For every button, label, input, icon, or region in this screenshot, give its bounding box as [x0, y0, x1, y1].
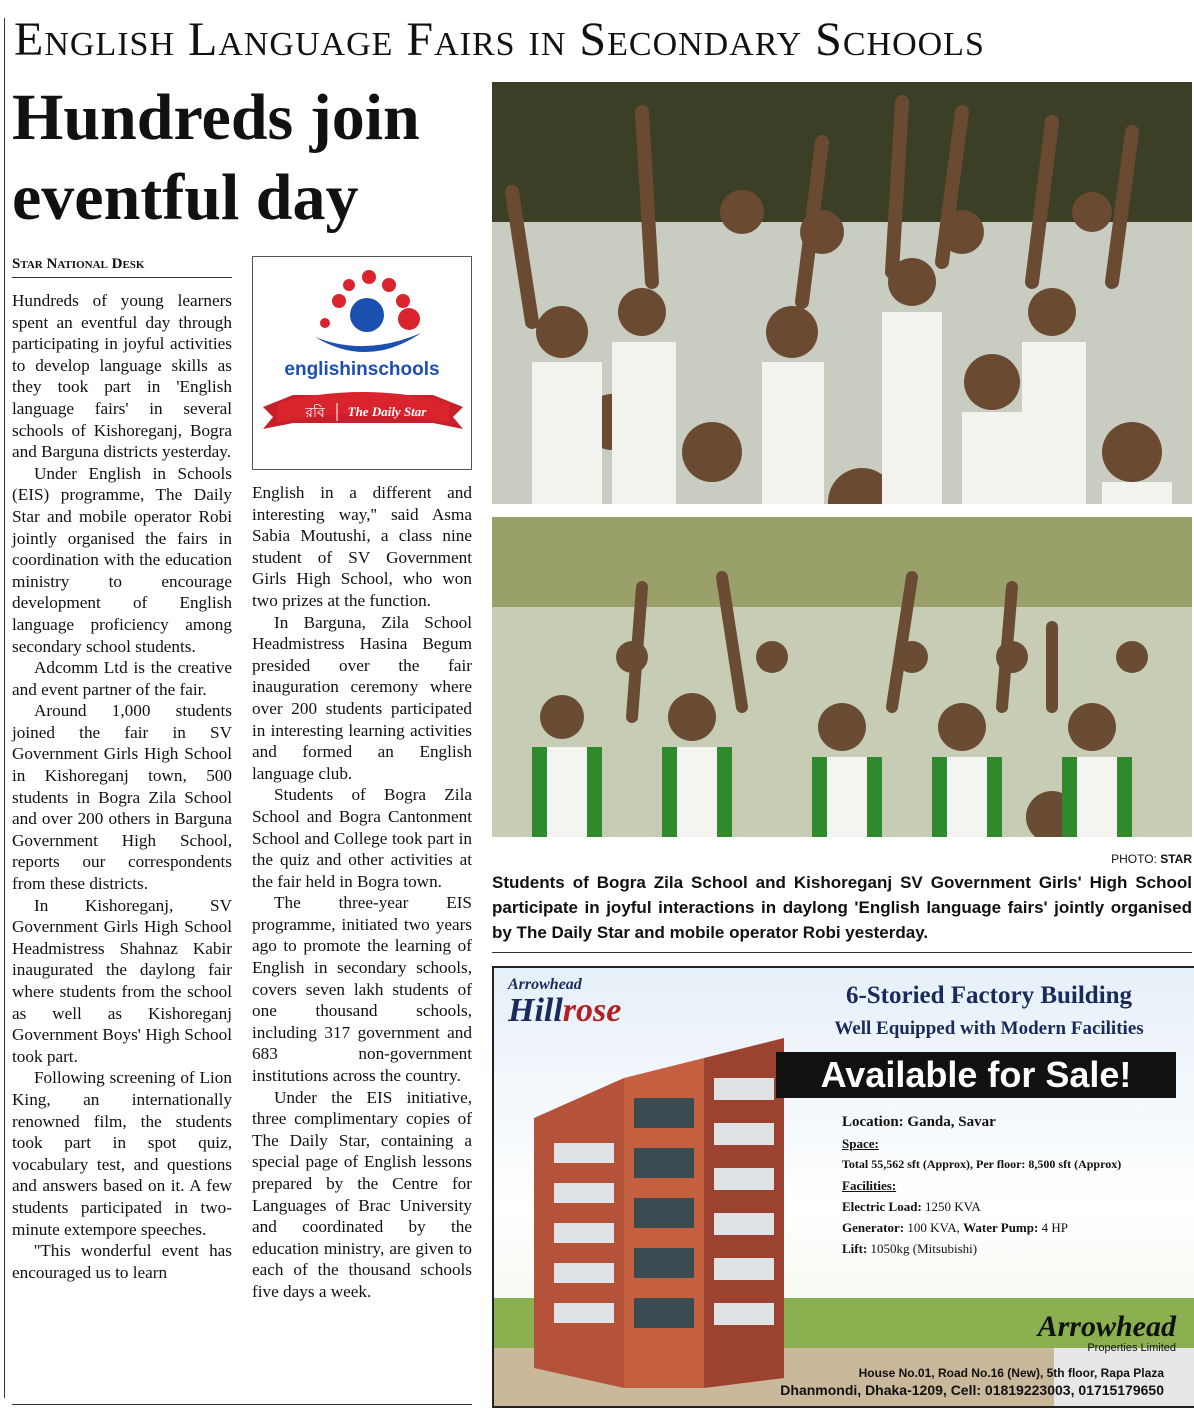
ad-subtitle: Well Equipped with Modern Facilities [834, 1018, 1144, 1039]
ad-address: House No.01, Road No.16 (New), 5th floor, Rapa Plaza [858, 1366, 1164, 1380]
paragraph: In Kishoreganj, SV Government Girls High School Headmistress Shahnaz Kabir inaugurated the daylong fair where students from the school as well as Kishoreganj Government Boys' High School took part. [12, 895, 232, 1066]
ad-brand-hill: Hill [508, 992, 563, 1029]
kicker: English Language Fairs in Secondary Schools [14, 13, 985, 66]
paragraph: The three-year EIS programme, initiated two years ago to promote the learning of English in secondary schools, covers seven lakh students of one thousand schools, including 317 government and 683 non-government institutions across the country. [252, 893, 472, 1086]
ad-brand [508, 976, 621, 1028]
ad-electric-label: Electric Load: [842, 1199, 922, 1214]
advertisement-hillrose [492, 966, 1194, 1408]
ad-lift-value: 1050kg (Mitsubishi) [870, 1241, 978, 1256]
photo-credit [992, 852, 1192, 866]
photo-credit-source: STAR [1160, 852, 1192, 866]
ad-brand-main [508, 994, 621, 1028]
logo-ribbon-dailystar: The Daily Star [347, 404, 427, 419]
paragraph: Hundreds of young learners spent an eventful day through participating in joyful activities to develop language skills as they took part in 'English language fairs' in several schools of Kishoreganj, Bogra and Barguna districts yesterday. [12, 291, 232, 462]
logo-brand-text: englishinschools [284, 359, 440, 380]
paragraph: English in a different and interesting way,'' said Asma Sabia Moutushi, a class nine student of SV Government Girls High School, who won two prizes at the function. [252, 483, 472, 610]
ad-lift [842, 1238, 1182, 1259]
paragraph: Around 1,000 students joined the fair in SV Government Girls High School in Kishoreganj town, 500 students in Bogra Zila School and over 200 others in Barguna Government High School, reports our correspondents from these districts. [12, 701, 232, 894]
ad-space-label: Space: [842, 1136, 879, 1151]
photo-caption: Students of Bogra Zila School and Kishoreganj SV Government Girls' High School participate in joyful interactions in daylong 'English language fairs' jointly organised by The Daily Star and mobile operator Robi yesterday. [492, 873, 1192, 942]
paragraph: Adcomm Ltd is the creative and event partner of the fair. [12, 658, 232, 699]
paragraph: Under the EIS initiative, three complimentary copies of The Daily Star, containing a special page of English lessons prepared by the Centre for Languages of Brac University and coordinated by the education ministry, are given to each of the thousand schools five days a week. [252, 1087, 472, 1301]
ad-address-2 [644, 1382, 1164, 1398]
ad-generator-value: 100 KVA, [907, 1220, 960, 1235]
paragraph: In Barguna, Zila School Headmistress Hasina Begum presided over the fair inauguration ceremony where over 200 students participated in interesting learning activities and formed an English language club. [252, 612, 472, 783]
logo-graphic [253, 257, 471, 469]
ad-generator-label: Generator: [842, 1220, 905, 1235]
photo-girls-students [492, 517, 1192, 837]
ad-company: Arrowhead [1037, 1310, 1176, 1343]
photo-illustration [492, 82, 1192, 504]
ad-lift-label: Lift: [842, 1241, 868, 1256]
ad-details [842, 1112, 1182, 1259]
article-column-1 [12, 290, 232, 1283]
ad-electric [842, 1196, 1182, 1217]
ad-brand-rose: rose [562, 992, 622, 1029]
headline: Hundreds join eventful day [12, 81, 420, 234]
ad-company-logo [986, 1312, 1176, 1354]
ad-facilities-label: Facilities: [842, 1178, 897, 1193]
article-column-2 [252, 482, 472, 1303]
paragraph: Under English in Schools (EIS) programme, The Daily Star and mobile operator Robi jointly organised the fairs in coordination with the education ministry to encourage development of English language proficiency among secondary school students. [12, 463, 232, 656]
bottom-rule [12, 1404, 472, 1405]
photo-credit-prefix: PHOTO: [1111, 852, 1161, 866]
logo-ribbon-robi: রবি [305, 405, 325, 421]
column-rule [4, 18, 5, 1398]
ad-banner: Available for Sale! [776, 1052, 1176, 1098]
separator [492, 952, 1192, 953]
paragraph: Following screening of Lion King, an internationally renowned film, the students took part in spot quiz, vocabulary test, and questions and answers based on it. A few students participated in two-minute extempore speeches. [12, 1068, 232, 1239]
ad-address-city: Dhanmondi, Dhaka-1209, [780, 1382, 947, 1398]
englishinschools-logo [252, 256, 472, 470]
ad-location: Location: Ganda, Savar [842, 1114, 996, 1130]
ad-brand-top: Arrowhead [508, 976, 582, 993]
byline: Star National Desk [12, 256, 232, 278]
paragraph: Students of Bogra Zila School and Bogra Cantonment School and College took part in the quiz and other activities at the fair held in Bogra town. [252, 785, 472, 891]
photo-boys-students [492, 82, 1192, 504]
ad-space-value: Total 55,562 sft (Approx), Per floor: 8,500 sft (Approx) [842, 1157, 1122, 1171]
ad-company-sub: Properties Limited [1087, 1342, 1176, 1354]
ad-pump-label: Water Pump: [963, 1220, 1039, 1235]
ad-title: 6-Storied Factory Building [845, 982, 1133, 1009]
ad-electric-value: 1250 KVA [925, 1199, 981, 1214]
ad-pump-value: 4 HP [1041, 1220, 1068, 1235]
ad-cell: Cell: 01819223003, 01715179650 [950, 1382, 1164, 1398]
ad-generator [842, 1217, 1182, 1238]
photo-illustration [492, 517, 1192, 837]
paragraph: ''This wonderful event has encouraged us to learn [12, 1241, 232, 1282]
